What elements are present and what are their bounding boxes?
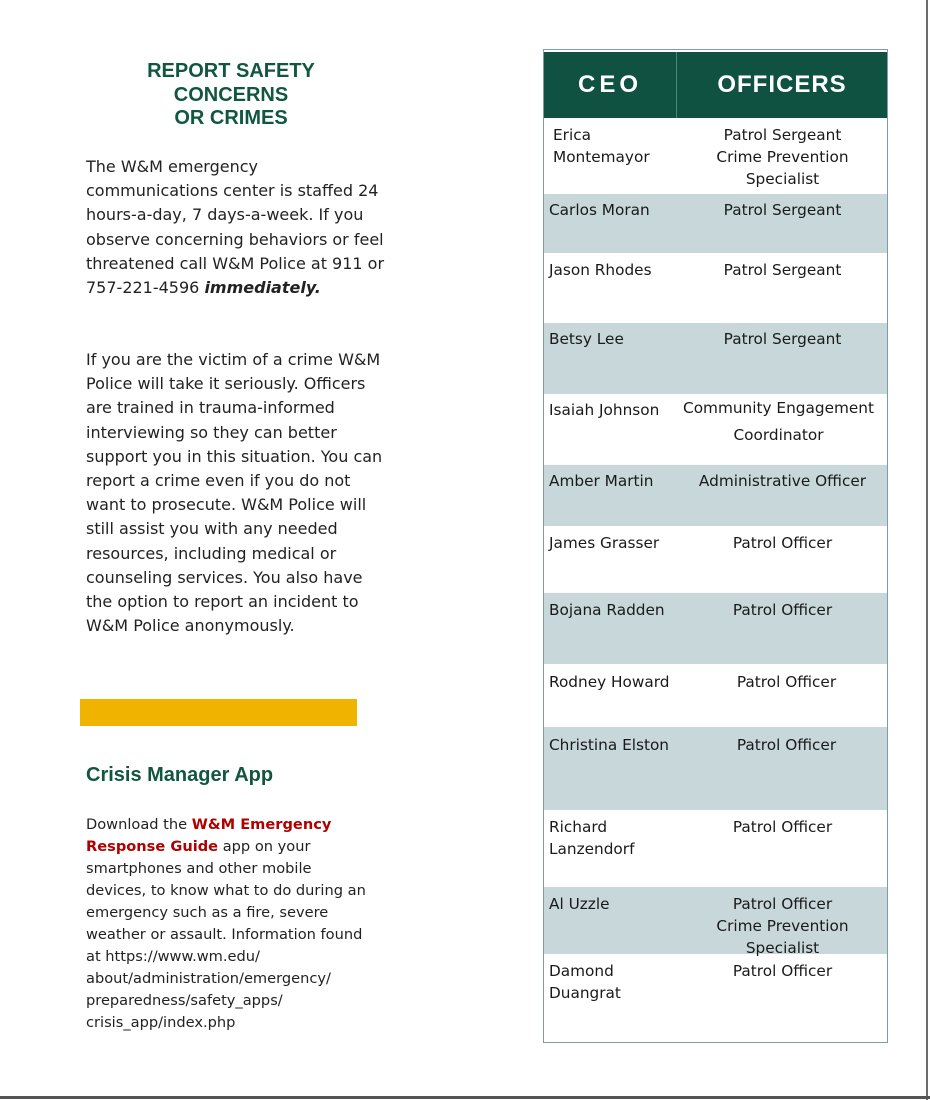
page-edge-bottom (0, 1096, 930, 1099)
row-role: Patrol Officer (732, 962, 833, 980)
report-section-title: REPORT SAFETY CONCERNS OR CRIMES (147, 60, 315, 129)
app-text-before: Download the (86, 816, 192, 833)
table-row (544, 253, 887, 323)
row-role: Patrol Sergeant (723, 261, 842, 279)
row-role: Administrative Officer (698, 472, 867, 490)
table-row (544, 954, 887, 1042)
row-name: Isaiah Johnson (549, 401, 660, 419)
row-name: Damond Duangrat (549, 962, 621, 1002)
row-name: Bojana Radden (549, 601, 665, 619)
app-text-after: app on your smartphones and other mobile devices, to know what to do during an emergency such as a fire, severe weather or assault. Information found at https://www.wm.edu/ about/administration/emergency/ preparedness/safety_apps/ crisis_app/index.php (86, 838, 366, 1031)
victim-paragraph: If you are the victim of a crime W&M Police will take it seriously. Officers are trained in trauma-informed interviewing so they can better support you in this situation. You can report a crime even if you do not want to prosecute. W&M Police will still assist you with any needed resources, including medical or counseling services. You also have the option to report an incident to W&M Police anonymously. (86, 350, 383, 636)
table-row (544, 887, 887, 957)
app-section-title: Crisis Manager App (86, 764, 274, 786)
table-row (544, 118, 887, 194)
header-officers: OFFICERS (717, 71, 847, 98)
table-row (544, 526, 887, 593)
row-name: Jason Rhodes (549, 261, 652, 279)
row-role: Patrol Officer (732, 818, 833, 836)
emergency-paragraph-text: The W&M emergency communications center is staffed 24 hours-a-day, 7 days-a-week. If you observe concerning behaviors or feel threatened call W&M Police at 911 or 757-221-4596 (86, 157, 385, 298)
staff-table (543, 49, 888, 1043)
app-paragraph (86, 814, 376, 1034)
emergency-guide-link[interactable]: W&M Emergency Response Guide (86, 816, 332, 855)
row-role: Patrol Officer (732, 601, 833, 619)
row-role: Patrol Officer Crime Prevention Specialist (716, 895, 849, 957)
row-name: Al Uzzle (549, 895, 610, 913)
row-name: Christina Elston (549, 736, 669, 754)
row-name: Erica Montemayor (553, 126, 650, 166)
gold-divider-bar (80, 699, 357, 726)
row-name: Rodney Howard (549, 673, 670, 691)
table-row (544, 727, 887, 810)
page-edge-right (926, 0, 928, 1100)
table-row (544, 394, 887, 465)
row-role: Patrol Officer (736, 673, 837, 691)
row-role: Patrol Officer (732, 534, 833, 552)
table-row (544, 323, 887, 394)
table-row (544, 465, 887, 526)
row-role: Community Engagement Coordinator (683, 399, 874, 444)
row-name: Betsy Lee (549, 330, 624, 348)
table-row (544, 664, 887, 727)
table-row (544, 810, 887, 887)
row-name: Amber Martin (549, 472, 654, 490)
table-header (544, 52, 887, 118)
table-row (544, 194, 887, 253)
row-role: Patrol Officer (736, 736, 837, 754)
row-role: Patrol Sergeant (723, 201, 842, 219)
table-row (544, 593, 887, 664)
row-name: Carlos Moran (549, 201, 650, 219)
row-name: Richard Lanzendorf (549, 818, 635, 858)
emergency-paragraph-emphasis: immediately. (204, 278, 321, 298)
row-role: Patrol Sergeant (723, 330, 842, 348)
header-ceo: CEO (544, 52, 677, 118)
emergency-paragraph (86, 155, 386, 300)
row-role: Patrol Sergeant Crime Prevention Specialist (716, 126, 849, 188)
row-name: James Grasser (549, 534, 660, 552)
